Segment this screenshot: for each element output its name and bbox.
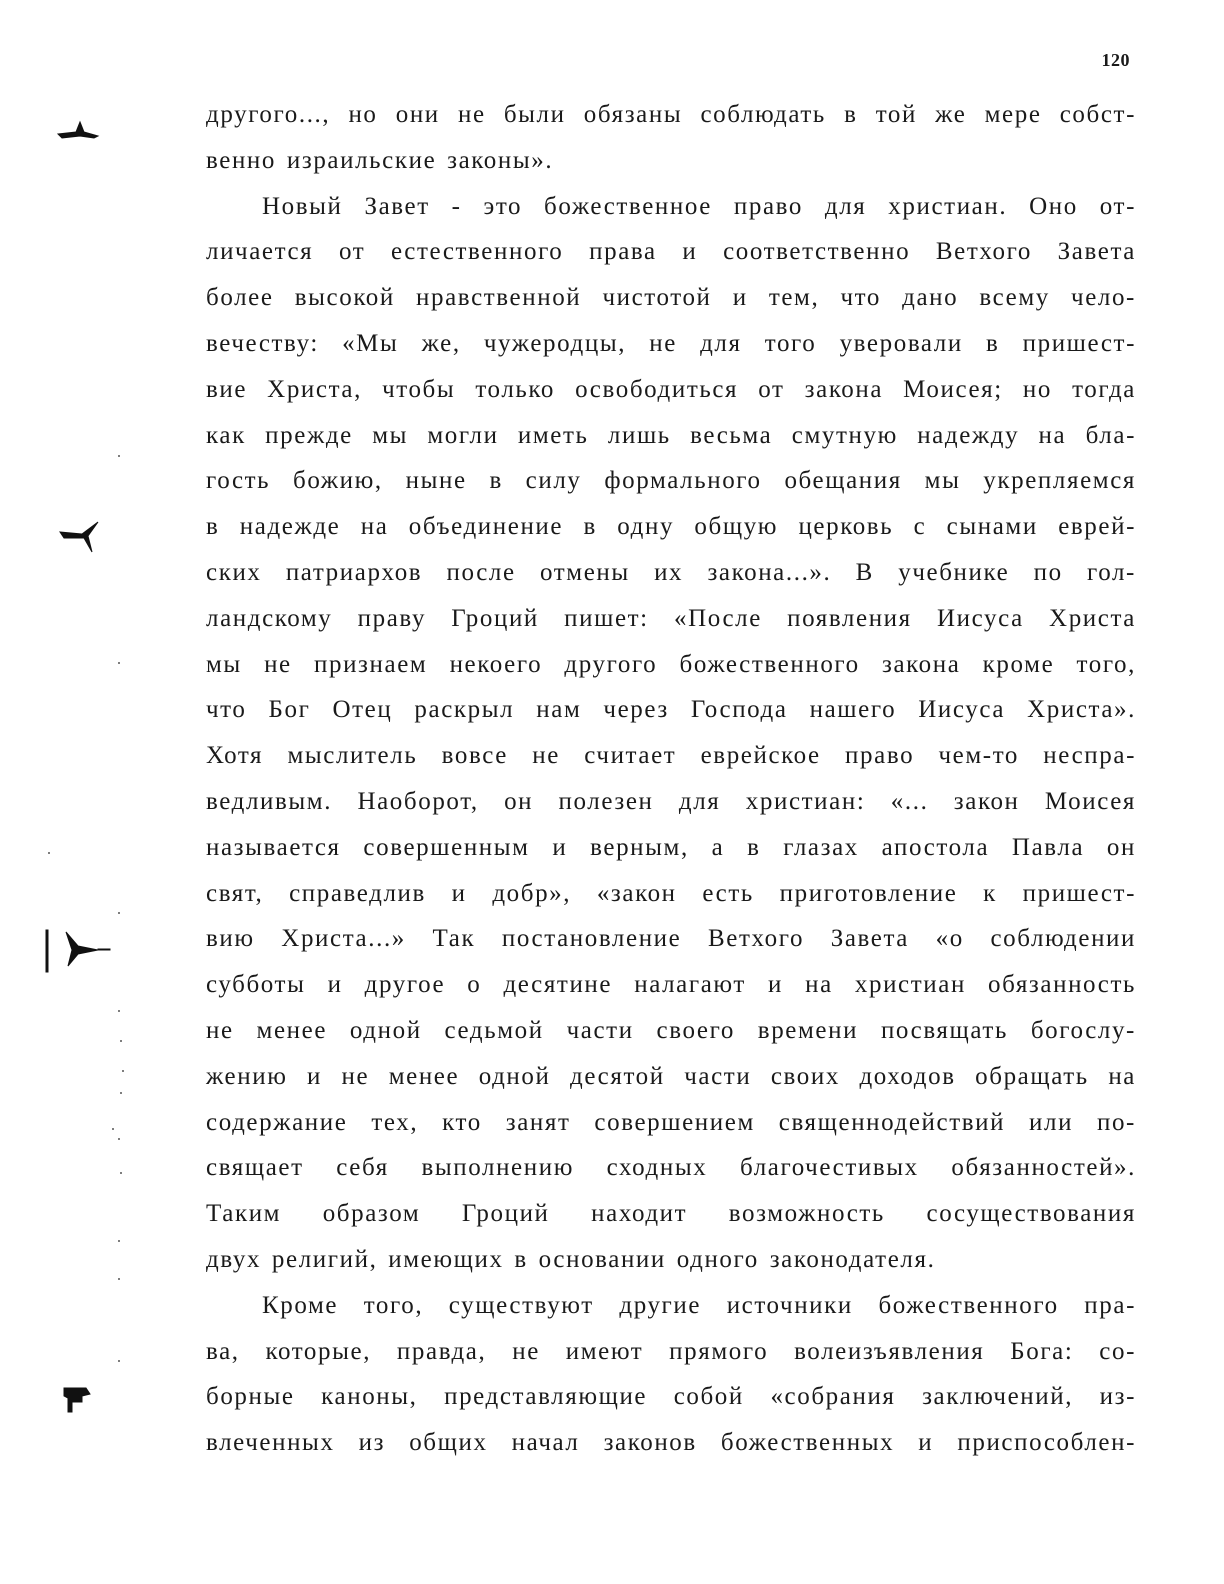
scan-speck (112, 1128, 114, 1130)
page-number: 120 (1101, 50, 1130, 70)
text-line: ведливым. Наоборот, он полезен для христиан: «... закон Моисея (206, 787, 1136, 815)
text-line: Новый Завет - это божественное право для христиан. Оно от- (262, 192, 1136, 220)
text-line: влеченных из общих начал законов божественных и приспособлен- (206, 1429, 1136, 1457)
scan-speck (118, 455, 120, 457)
text-line: содержание тех, кто занят совершением священнодействий или по- (206, 1108, 1136, 1136)
text-line: вие Христа, чтобы только освободиться от закона Моисея; но тогда (206, 375, 1136, 403)
scan-blot-2 (58, 514, 104, 554)
scan-speck (120, 1092, 122, 1094)
text-line: Хотя мыслитель вовсе не считает еврейское право чем-то неспра- (206, 742, 1136, 770)
text-line: жению и не менее одной десятой части своих доходов обращать на (206, 1062, 1136, 1090)
scan-speck (118, 1138, 120, 1140)
scan-blot-4 (60, 1384, 112, 1416)
text-line: ва, которые, правда, не имеют прямого волеизъявления Бога: со- (206, 1337, 1136, 1365)
text-line: ских патриархов после отмены их закона...». В учебнике по гол- (206, 558, 1136, 586)
text-line: двух религий, имеющих в основании одного законодателя. (206, 1245, 936, 1273)
text-line: вию Христа...» Так постановление Ветхого Завета «о соблюдении (206, 925, 1136, 953)
scan-speck (120, 1172, 122, 1174)
scan-speck (118, 912, 120, 914)
text-line: свят, справедлив и добр», «закон есть приготовление к пришест- (206, 879, 1136, 907)
text-line: Таким образом Гроций находит возможность сосуществования (206, 1200, 1136, 1228)
scan-speck (48, 852, 50, 854)
text-line: как прежде мы могли иметь лишь весьма смутную надежду на бла- (206, 421, 1136, 449)
text-line: гость божию, ныне в силу формального обещания мы укрепляемся (206, 467, 1136, 495)
text-line: ландскому праву Гроций пишет: «После появления Иисуса Христа (206, 604, 1136, 632)
text-line: называется совершенным и верным, а в глазах апостола Павла он (206, 833, 1136, 861)
scan-speck (122, 1070, 124, 1072)
scan-blot-1 (56, 118, 100, 140)
body-text (206, 92, 1136, 1466)
text-line: вечеству: «Мы же, чужеродцы, не для того уверовали в пришест- (206, 329, 1136, 357)
text-line: более высокой нравственной чистотой и тем, что дано всему чело- (206, 284, 1136, 312)
scan-speck (118, 1240, 120, 1242)
text-line: не менее одной седьмой части своего времени посвящать богослу- (206, 1016, 1136, 1044)
scan-blot-3 (44, 926, 114, 974)
text-line: другого..., но они не были обязаны соблюдать в той же мере собст- (206, 101, 1136, 128)
scan-speck (118, 662, 120, 664)
text-line: борные каноны, представляющие собой «собрания заключений, из- (206, 1383, 1136, 1411)
text-line: личается от естественного права и соответственно Ветхого Завета (206, 238, 1136, 266)
scan-speck (118, 1010, 120, 1012)
scan-speck (120, 1040, 122, 1042)
text-line: свящает себя выполнению сходных благочестивых обязанностей». (206, 1154, 1136, 1182)
text-line: венно израильские законы». (206, 146, 554, 174)
text-line: Кроме того, существуют другие источники божественного пра- (262, 1291, 1136, 1319)
text-line: что Бог Отец раскрыл нам через Господа нашего Иисуса Христа». (206, 696, 1136, 724)
text-line: в надежде на объединение в одну общую церковь с сынами еврей- (206, 513, 1136, 541)
scan-speck (118, 1278, 120, 1280)
text-line: субботы и другое о десятине налагают и на христиан обязанность (206, 971, 1136, 999)
scan-speck (118, 1360, 120, 1362)
text-line: мы не признаем некоего другого божественного закона кроме того, (206, 650, 1136, 678)
